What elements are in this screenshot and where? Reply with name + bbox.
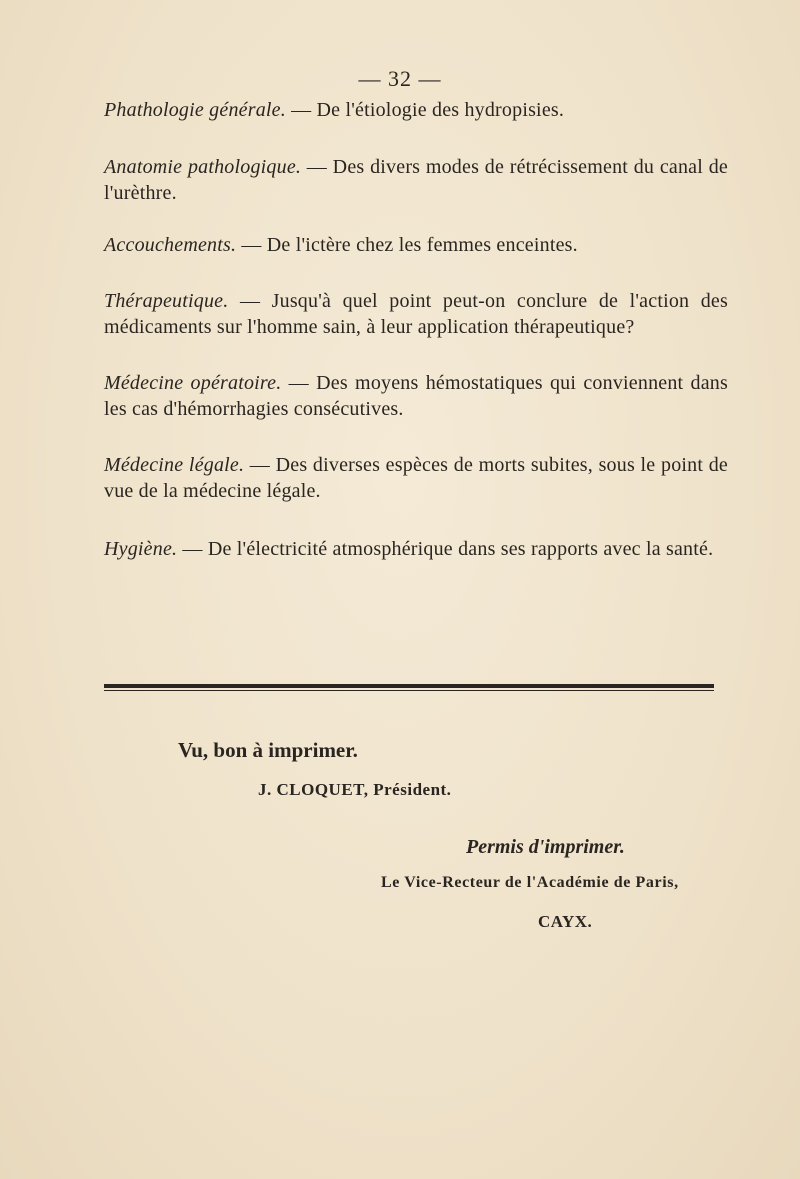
entry-text: — Des moyens hémostatiques qui conviennent dans les cas d'hémorrhagies consécutives. xyxy=(104,372,728,420)
entry-text: — Jusqu'à quel point peut-on conclure de l'action des médicaments sur l'homme sain, à leur application thérapeutique? xyxy=(104,290,728,338)
approval-president: J. CLOQUET, Président. xyxy=(258,780,452,799)
entry-accouchements xyxy=(104,232,728,258)
approval-vice-recteur: Le Vice-Recteur de l'Académie de Paris, xyxy=(381,874,679,891)
entry-medecine-legale xyxy=(104,452,728,504)
page-number: — 32 — xyxy=(358,66,442,91)
section-divider-thin xyxy=(104,690,714,691)
entry-pathologie-generale xyxy=(104,97,728,123)
entry-subject: Médecine opératoire. xyxy=(104,372,282,394)
approval-vu: Vu, bon à imprimer. xyxy=(178,738,358,762)
entry-text: — Des divers modes de rétrécissement du canal de l'urèthre. xyxy=(104,156,728,204)
approval-permis: Permis d'imprimer. xyxy=(466,836,625,858)
entry-subject: Médecine légale. xyxy=(104,454,245,476)
entry-medecine-operatoire xyxy=(104,370,728,422)
entry-anatomie-pathologique xyxy=(104,154,728,206)
approval-signature: CAYX. xyxy=(538,912,593,931)
entry-text: — De l'étiologie des hydropisies. xyxy=(285,99,565,121)
entry-subject: Thérapeutique. xyxy=(104,290,229,312)
section-divider xyxy=(104,684,714,688)
entry-text: — De l'électricité atmosphérique dans ses rapports avec la santé. xyxy=(177,538,714,560)
entry-therapeutique xyxy=(104,288,728,340)
entry-subject: Hygiène. xyxy=(104,538,178,560)
entry-subject: Accouchements. xyxy=(104,234,237,256)
entry-subject: Phathologie générale. xyxy=(104,99,286,121)
entry-subject: Anatomie pathologique. xyxy=(104,156,302,178)
entry-hygiene xyxy=(104,536,728,562)
entry-text: — De l'ictère chez les femmes enceintes. xyxy=(236,234,578,256)
entry-text: — Des diverses espèces de morts subites, sous le point de vue de la médecine légale. xyxy=(104,454,728,502)
